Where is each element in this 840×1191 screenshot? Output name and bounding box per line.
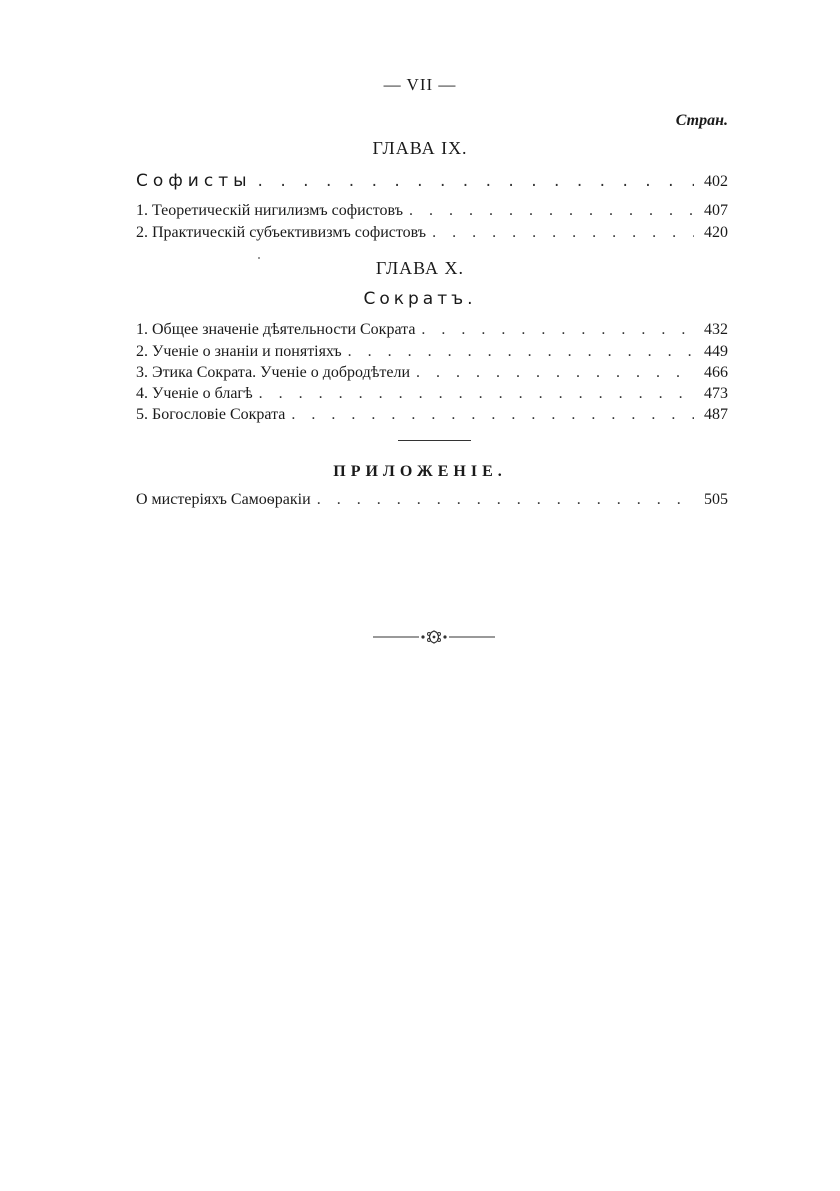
toc-entry[interactable] [136, 362, 728, 384]
toc-entry-page: 432 [704, 321, 728, 338]
toc-entry-page: 473 [704, 385, 728, 402]
toc-entry-page: 407 [704, 202, 728, 219]
toc-entry-label: 3. Этика Сократа. Ученіе о добродѣтели [136, 364, 411, 381]
leader-dots [421, 319, 694, 341]
leader-dots [432, 222, 694, 244]
toc-entry-label: 4. Ученіе о благѣ [136, 385, 253, 402]
toc-entry[interactable] [136, 200, 728, 222]
toc-entry-sophists[interactable] [136, 170, 728, 192]
toc-entry-label: 1. Общее значеніе дѣятельности Сократа [136, 321, 416, 338]
chapter-10-heading: ГЛАВА X. [375, 258, 465, 278]
leader-dots [348, 341, 694, 363]
leader-dots [416, 362, 694, 384]
toc-entry-page: 402 [704, 173, 728, 190]
toc-entry-label: О мистеріяхъ Самоѳракіи [136, 491, 311, 508]
section-divider [398, 440, 471, 441]
toc-entry-page: 505 [704, 491, 728, 508]
toc-entry[interactable] [136, 319, 728, 341]
ornament-icon [373, 630, 495, 644]
toc-entry-appendix[interactable] [136, 489, 728, 511]
pages-column-label: Стран. [675, 112, 728, 129]
toc-entry-label: 2. Ученіе о знаніи и понятіяхъ [136, 343, 342, 360]
toc-entry-page: 487 [704, 406, 728, 423]
chapter-10-section-title: Сократъ. [363, 289, 477, 309]
toc-entry-label: 1. Теоретическій нигилизмъ софистовъ [136, 202, 403, 219]
chapter-9-heading: ГЛАВА IX. [372, 138, 468, 158]
toc-entry-label: Софисты [136, 171, 252, 191]
leader-dots [317, 489, 694, 511]
page-number: — VII — [383, 75, 457, 94]
toc-entry-page: 466 [704, 364, 728, 381]
leader-dots [409, 200, 694, 222]
toc-entry-page: 449 [704, 343, 728, 360]
toc-entry-label: 5. Богословіе Сократа [136, 406, 286, 423]
leader-dots [259, 383, 694, 405]
appendix-heading: ПРИЛОЖЕНІЕ. [333, 463, 507, 480]
toc-entry-page: 420 [704, 224, 728, 241]
toc-entry[interactable] [136, 341, 728, 363]
toc-entry[interactable] [136, 222, 728, 244]
toc-entry[interactable] [136, 404, 728, 426]
toc-entry-label: 2. Практическій субъективизмъ софистовъ [136, 224, 427, 241]
leader-dots [258, 170, 694, 192]
toc-entry[interactable] [136, 383, 728, 405]
leader-dots [291, 404, 694, 426]
